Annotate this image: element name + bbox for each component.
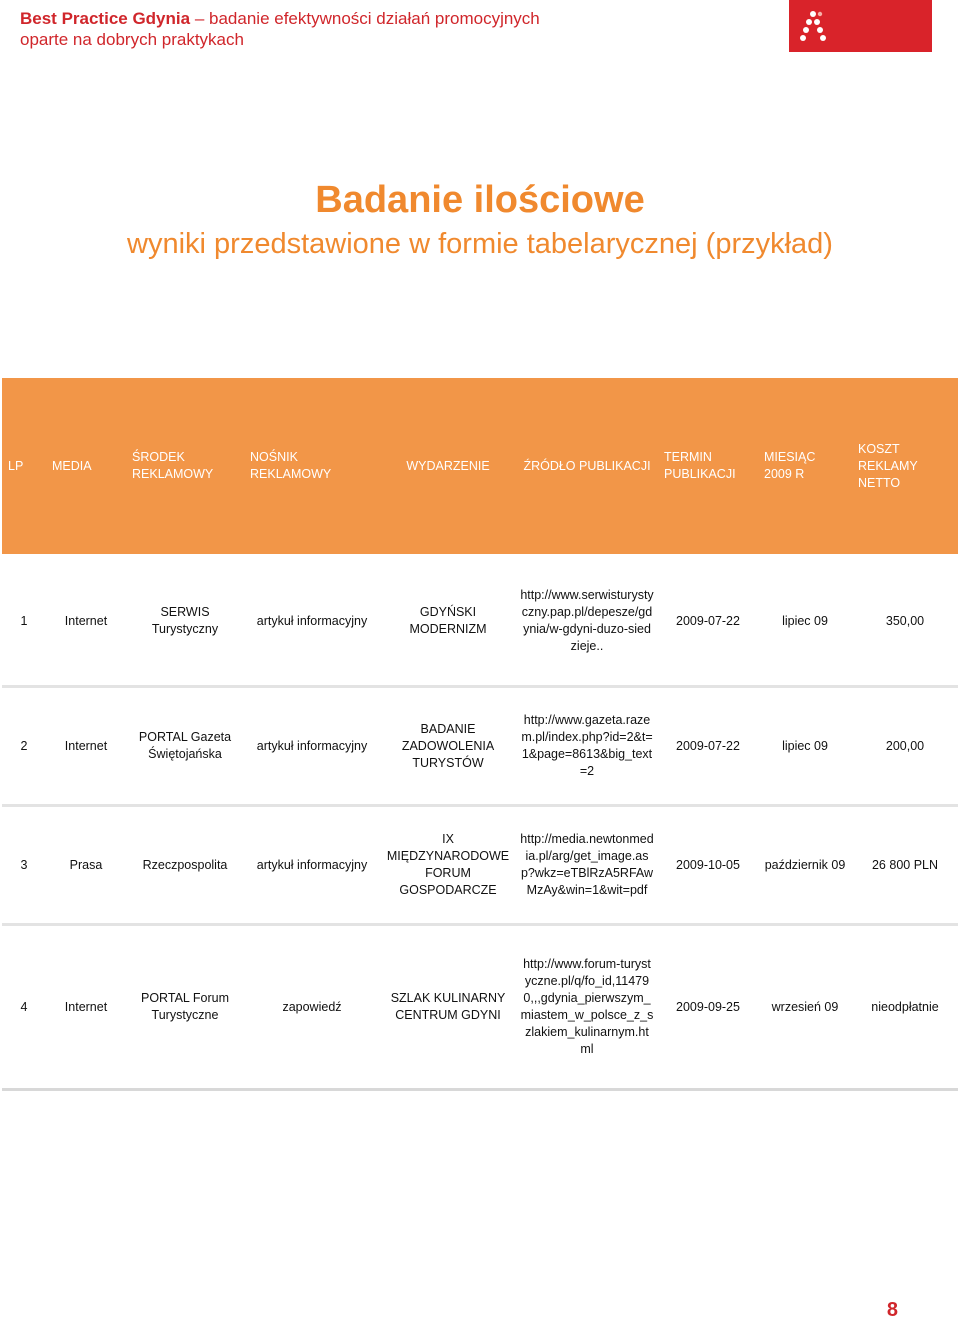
cell-nosnik: artykuł informacyjny bbox=[244, 556, 380, 687]
cell-wydarzenie: GDYŃSKI MODERNIZM bbox=[380, 556, 516, 687]
cell-zrodlo-link[interactable]: http://media.newtonmedia.pl/arg/get_image.asp?wkz=eTBlRzA5RFAwMzAy&win=1&wit=pdf bbox=[516, 806, 658, 925]
cell-miesiac: październik 09 bbox=[758, 806, 852, 925]
cell-zrodlo-link[interactable]: http://www.gazeta.razem.pl/index.php?id=2&t=1&page=8613&big_text=2 bbox=[516, 687, 658, 806]
title-block bbox=[0, 176, 960, 264]
cell-termin: 2009-10-05 bbox=[658, 806, 758, 925]
page-subtitle: wyniki przedstawione w formie tabelarycznej (przykład) bbox=[127, 228, 833, 260]
header-koszt: KOSZT REKLAMY NETTO bbox=[852, 378, 958, 556]
cell-miesiac: lipiec 09 bbox=[758, 687, 852, 806]
cell-wydarzenie: BADANIE ZADOWOLENIA TURYSTÓW bbox=[380, 687, 516, 806]
cell-nosnik: zapowiedź bbox=[244, 925, 380, 1090]
cell-zrodlo-link[interactable]: http://www.serwisturystyczny.pap.pl/depesze/gdynia/w-gdyni-duzo-siedzieje.. bbox=[516, 556, 658, 687]
cell-lp: 3 bbox=[2, 806, 46, 925]
table-row bbox=[2, 925, 958, 1090]
cell-koszt: nieodpłatnie bbox=[852, 925, 958, 1090]
results-table bbox=[2, 378, 958, 1091]
cell-lp: 1 bbox=[2, 556, 46, 687]
cell-srodek: PORTAL Forum Turystyczne bbox=[126, 925, 244, 1090]
table-header-row bbox=[2, 378, 958, 556]
dotted-triangle-logo-icon bbox=[789, 0, 932, 52]
cell-srodek: Rzeczpospolita bbox=[126, 806, 244, 925]
cell-wydarzenie: SZLAK KULINARNY CENTRUM GDYNI bbox=[380, 925, 516, 1090]
cell-koszt: 200,00 bbox=[852, 687, 958, 806]
header-wydarzenie: WYDARZENIE bbox=[380, 378, 516, 556]
page-title: Badanie ilościowe bbox=[315, 179, 645, 221]
header-dash: – bbox=[194, 9, 205, 28]
cell-media: Prasa bbox=[46, 806, 126, 925]
cell-media: Internet bbox=[46, 925, 126, 1090]
cell-lp: 4 bbox=[2, 925, 46, 1090]
logo bbox=[789, 0, 932, 52]
header-miesiac: MIESIĄC 2009 R bbox=[758, 378, 852, 556]
cell-media: Internet bbox=[46, 556, 126, 687]
table-row bbox=[2, 556, 958, 687]
header-line-1 bbox=[20, 8, 760, 29]
cell-srodek: PORTAL Gazeta Świętojańska bbox=[126, 687, 244, 806]
header-termin: TERMIN PUBLIKACJI bbox=[658, 378, 758, 556]
cell-srodek: SERWIS Turystyczny bbox=[126, 556, 244, 687]
header-zrodlo: ŹRÓDŁO PUBLIKACJI bbox=[516, 378, 658, 556]
header-subtitle-2: oparte na dobrych praktykach bbox=[20, 30, 244, 49]
table-row bbox=[2, 687, 958, 806]
cell-wydarzenie: IX MIĘDZYNARODOWE FORUM GOSPODARCZE bbox=[380, 806, 516, 925]
cell-media: Internet bbox=[46, 687, 126, 806]
header-subtitle-1: badanie efektywności działań promocyjnych bbox=[209, 9, 540, 28]
cell-termin: 2009-07-22 bbox=[658, 556, 758, 687]
header-media: MEDIA bbox=[46, 378, 126, 556]
brand-name: Best Practice Gdynia bbox=[20, 9, 191, 28]
cell-koszt: 350,00 bbox=[852, 556, 958, 687]
cell-zrodlo-link[interactable]: http://www.forum-turystyczne.pl/q/fo_id,114790,,,gdynia_pierwszym_miastem_w_polsce_z_szlakiem_kulinarnym.html bbox=[516, 925, 658, 1090]
header-srodek: ŚRODEK REKLAMOWY bbox=[126, 378, 244, 556]
page-number: 8 bbox=[886, 1299, 898, 1321]
cell-termin: 2009-07-22 bbox=[658, 687, 758, 806]
header-nosnik: NOŚNIK REKLAMOWY bbox=[244, 378, 380, 556]
cell-koszt: 26 800 PLN bbox=[852, 806, 958, 925]
cell-nosnik: artykuł informacyjny bbox=[244, 687, 380, 806]
cell-miesiac: lipiec 09 bbox=[758, 556, 852, 687]
cell-lp: 2 bbox=[2, 687, 46, 806]
table-row bbox=[2, 806, 958, 925]
document-header bbox=[20, 8, 760, 50]
cell-miesiac: wrzesień 09 bbox=[758, 925, 852, 1090]
cell-nosnik: artykuł informacyjny bbox=[244, 806, 380, 925]
cell-termin: 2009-09-25 bbox=[658, 925, 758, 1090]
header-lp: LP bbox=[2, 378, 46, 556]
